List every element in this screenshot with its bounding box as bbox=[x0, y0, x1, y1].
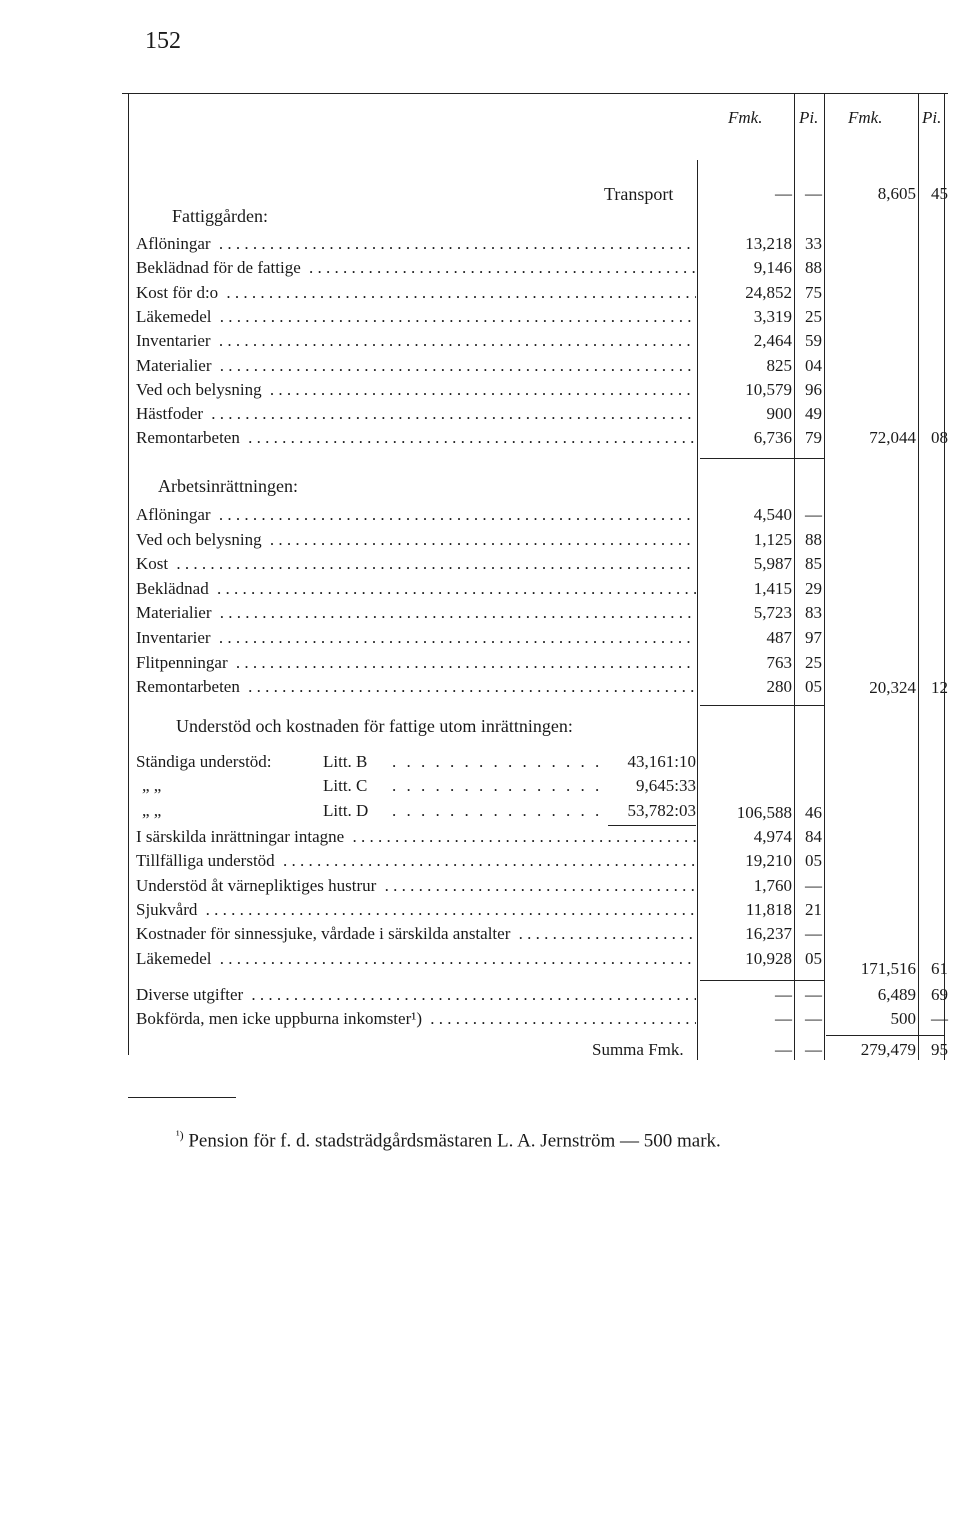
fattiggarden-row-pi: 04 bbox=[805, 355, 822, 375]
understod-row-label-text: Tillfälliga understöd bbox=[136, 851, 279, 870]
understod-row-label bbox=[136, 898, 696, 922]
summa-label: Summa Fmk. bbox=[592, 1040, 684, 1059]
understod-row-pi: 05 bbox=[805, 948, 822, 968]
diverse-v1: — bbox=[775, 985, 792, 1004]
fattiggarden-row-label-text: Kost för d:o bbox=[136, 283, 222, 302]
fattiggarden-row-label bbox=[136, 426, 696, 450]
arbetsinrattningen-row-label bbox=[136, 626, 696, 650]
summa-v4: 95 bbox=[931, 1040, 948, 1059]
arbetsinrattningen-row-label-text: Ved och belysning bbox=[136, 530, 266, 549]
header-fmk-2: Fmk. bbox=[848, 108, 883, 127]
litt-dots: . . . . . . . . . . . . . . . bbox=[392, 801, 603, 820]
transport-label: Transport bbox=[604, 184, 674, 204]
understod-total-pi: 61 bbox=[931, 959, 948, 978]
understod-row-fmk: 19,210 bbox=[745, 851, 792, 871]
arbetsinrattningen-row-label-text: Beklädnad bbox=[136, 579, 213, 598]
header-pi-1: Pi. bbox=[799, 108, 819, 127]
arbetsinrattningen-row-label-text: Materialier bbox=[136, 603, 216, 622]
fattig-sum-rule bbox=[700, 458, 824, 459]
arbetsinrattningen-row-pi: 85 bbox=[805, 554, 822, 574]
fattiggarden-title: Fattiggården: bbox=[172, 206, 268, 226]
fattiggarden-row-label-text: Hästfoder bbox=[136, 404, 207, 423]
col5-rule bbox=[944, 93, 945, 1060]
page-number: 152 bbox=[145, 28, 181, 54]
arbetsinrattningen-row-pi: 05 bbox=[805, 677, 822, 697]
col3-rule bbox=[824, 93, 825, 1060]
fattiggarden-row-pi: 25 bbox=[805, 306, 822, 326]
arbetsinrattningen-row-fmk: 763 bbox=[766, 652, 792, 672]
fattiggarden-row-label bbox=[136, 256, 696, 280]
understod-row-label bbox=[136, 825, 696, 849]
fattiggarden-row-fmk: 13,218 bbox=[745, 234, 792, 253]
col4-rule bbox=[918, 93, 919, 1060]
transport-v1: — bbox=[775, 184, 792, 203]
litt-value: 9,645:33 bbox=[636, 776, 696, 795]
arbetsinrattningen-row-fmk: 5,723 bbox=[753, 603, 792, 623]
fattiggarden-row-pi: 59 bbox=[805, 331, 822, 351]
litt-prefix: „ „ bbox=[142, 776, 162, 795]
understod-row-pi: — bbox=[805, 924, 822, 944]
understod-row-pi: — bbox=[805, 875, 822, 895]
summa-v2: — bbox=[805, 1040, 822, 1059]
arbetsinrattningen-row-pi: 88 bbox=[805, 529, 822, 549]
header-fmk-1: Fmk. bbox=[728, 108, 763, 127]
footer-rule bbox=[128, 1097, 236, 1098]
diverse-label: Diverse utgifter . . . bbox=[136, 983, 696, 1007]
transport-v2: — bbox=[805, 184, 822, 203]
fattiggarden-row-label bbox=[136, 354, 696, 378]
footnote bbox=[176, 1128, 721, 1152]
litt-prefix: Ständiga understöd: bbox=[136, 752, 272, 771]
arbetsinrattningen-row-label bbox=[136, 503, 696, 527]
litt-value: 43,161:10 bbox=[627, 752, 696, 771]
understod-title: Understöd och kostnaden för fattige utom inrättningen: bbox=[176, 716, 573, 736]
fattiggarden-row-pi: 75 bbox=[805, 282, 822, 302]
fattiggarden-row-pi: 96 bbox=[805, 379, 822, 399]
bokforda-v3: 500 bbox=[890, 1009, 916, 1028]
transport-v3: 8,605 bbox=[877, 184, 916, 203]
arbetsinrattningen-row-fmk: 4,540 bbox=[753, 505, 792, 524]
understod-row-label bbox=[136, 849, 696, 873]
fattiggarden-row-fmk: 3,319 bbox=[753, 306, 792, 326]
understod-row-label bbox=[136, 922, 696, 946]
header-pi-2: Pi. bbox=[922, 108, 942, 127]
footnote-text: Pension för f. d. stadsträdgårdsmästaren L. A. Jernström — 500 mark. bbox=[188, 1130, 721, 1152]
arbetsinrattningen-row-fmk: 5,987 bbox=[753, 554, 792, 574]
fattiggarden-row-label bbox=[136, 232, 696, 256]
footnote-mark: ¹) bbox=[176, 1128, 184, 1142]
litt-total-pi: 46 bbox=[805, 803, 822, 822]
fattiggarden-row-label-text: Ved och belysning bbox=[136, 380, 266, 399]
diverse-v4: 69 bbox=[931, 985, 948, 1004]
fattiggarden-row-fmk: 825 bbox=[766, 355, 792, 375]
fattiggarden-row-fmk: 9,146 bbox=[753, 258, 792, 278]
fattiggarden-row-fmk: 2,464 bbox=[753, 331, 792, 351]
fattiggarden-row-label-text: Remontarbeten bbox=[136, 428, 244, 447]
arbetsinrattningen-title: Arbetsinrättningen: bbox=[158, 476, 298, 496]
arbetsinrattningen-row-label bbox=[136, 651, 696, 675]
fattiggarden-row-label-text: Beklädnad för de fattige bbox=[136, 258, 305, 277]
arbetsinrattningen-row-fmk: 1,125 bbox=[753, 529, 792, 549]
arbetsinrattningen-row-pi: 97 bbox=[805, 628, 822, 647]
summa-v1: — bbox=[775, 1040, 792, 1059]
understod-sum-rule bbox=[700, 980, 824, 981]
understod-row-label-text: Läkemedel bbox=[136, 949, 216, 968]
litt-label: Litt. C bbox=[323, 776, 368, 795]
arbetsinrattningen-row-fmk: 1,415 bbox=[753, 578, 792, 598]
fattiggarden-row-pi: 49 bbox=[805, 404, 822, 424]
fattiggarden-row-fmk: 900 bbox=[766, 404, 792, 424]
col1-rule bbox=[697, 160, 698, 1060]
fattiggarden-row-label bbox=[136, 378, 696, 402]
fattiggarden-row-fmk: 10,579 bbox=[745, 379, 792, 399]
arbetsinrattningen-row-label bbox=[136, 528, 696, 552]
understod-row-fmk: 1,760 bbox=[753, 875, 792, 895]
bokforda-v4: — bbox=[931, 1009, 948, 1028]
bokforda-v2: — bbox=[805, 1009, 822, 1028]
arbetsinrattningen-row-pi: 83 bbox=[805, 603, 822, 623]
bokforda-v1: — bbox=[775, 1009, 792, 1028]
diverse-v3: 6,489 bbox=[877, 985, 916, 1004]
arbetsinrattningen-row-label bbox=[136, 601, 696, 625]
litt-dots: . . . . . . . . . . . . . . . bbox=[392, 776, 603, 795]
understod-row-fmk: 10,928 bbox=[745, 948, 792, 968]
fattiggarden-row-fmk: 24,852 bbox=[745, 282, 792, 302]
understod-row-label bbox=[136, 874, 696, 898]
litt-label: Litt. B bbox=[323, 752, 368, 771]
arbetsinrattningen-row-label-text: Kost bbox=[136, 554, 172, 573]
left-rule bbox=[128, 93, 129, 1055]
litt-prefix: „ „ bbox=[142, 801, 162, 820]
understod-row-label bbox=[136, 947, 696, 971]
understod-row-fmk: 4,974 bbox=[753, 827, 792, 846]
understod-row-fmk: 16,237 bbox=[745, 924, 792, 944]
bokforda-label: Bokförda, men icke uppburna inkomster¹) . . . bbox=[136, 1007, 696, 1031]
arbetsinrattningen-row-label bbox=[136, 577, 696, 601]
understod-row-pi: 05 bbox=[805, 851, 822, 871]
arbetsinrattningen-row-fmk: 280 bbox=[766, 677, 792, 697]
fattiggarden-row-pi: 88 bbox=[805, 258, 822, 278]
fattiggarden-row-label-text: Inventarier bbox=[136, 331, 215, 350]
arbetsinrattningen-total-pi: 12 bbox=[931, 678, 948, 697]
litt-total-fmk: 106,588 bbox=[736, 803, 792, 822]
summa-v3: 279,479 bbox=[860, 1040, 916, 1059]
fattiggarden-row-pi: 33 bbox=[805, 234, 822, 253]
arbetsinrattningen-row-label-text: Aflöningar bbox=[136, 505, 215, 524]
fattiggarden-row-fmk: 6,736 bbox=[753, 428, 792, 448]
fattiggarden-row-label-text: Aflöningar bbox=[136, 234, 215, 253]
arbetsinrattningen-total-fmk: 20,324 bbox=[869, 678, 916, 697]
understod-row-label-text: Sjukvård bbox=[136, 900, 201, 919]
arbetsinrattningen-row-pi: — bbox=[805, 505, 822, 524]
fattiggarden-row-pi: 79 bbox=[805, 428, 822, 448]
fattiggarden-row-label bbox=[136, 305, 696, 329]
understod-row-fmk: 11,818 bbox=[745, 899, 792, 919]
understod-total-fmk: 171,516 bbox=[860, 959, 916, 978]
arbetsinrattningen-row-fmk: 487 bbox=[766, 628, 792, 647]
litt-dots: . . . . . . . . . . . . . . . bbox=[392, 752, 603, 771]
summa-rule bbox=[826, 1035, 944, 1036]
arbets-sum-rule bbox=[700, 705, 824, 706]
understod-row-label-text: Kostnader för sinnessjuke, vårdade i särskilda anstalter bbox=[136, 924, 514, 943]
arbetsinrattningen-row-label-text: Inventarier bbox=[136, 628, 215, 647]
fattiggarden-row-label bbox=[136, 281, 696, 305]
understod-row-label-text: Understöd åt värnepliktiges hustrur bbox=[136, 876, 380, 895]
understod-row-pi: 21 bbox=[805, 899, 822, 919]
fattiggarden-row-label-text: Materialier bbox=[136, 356, 216, 375]
col2-rule bbox=[794, 93, 795, 1060]
understod-row-label-text: I särskilda inrättningar intagne bbox=[136, 827, 348, 846]
fattiggarden-row-label bbox=[136, 329, 696, 353]
transport-v4: 45 bbox=[931, 184, 948, 203]
arbetsinrattningen-row-label-text: Flitpenningar bbox=[136, 653, 232, 672]
diverse-v2: — bbox=[805, 985, 822, 1004]
fattiggarden-row-label bbox=[136, 402, 696, 426]
arbetsinrattningen-row-pi: 29 bbox=[805, 578, 822, 598]
fattiggarden-row-label-text: Läkemedel bbox=[136, 307, 216, 326]
litt-label: Litt. D bbox=[323, 801, 369, 820]
litt-value: 53,782:03 bbox=[627, 801, 696, 820]
arbetsinrattningen-row-label bbox=[136, 552, 696, 576]
arbetsinrattningen-row-label bbox=[136, 675, 696, 699]
fattiggarden-total-pi: 08 bbox=[931, 428, 948, 447]
arbetsinrattningen-row-pi: 25 bbox=[805, 652, 822, 672]
arbetsinrattningen-row-label-text: Remontarbeten bbox=[136, 677, 244, 696]
understod-row-pi: 84 bbox=[805, 827, 822, 846]
fattiggarden-total-fmk: 72,044 bbox=[869, 428, 916, 447]
